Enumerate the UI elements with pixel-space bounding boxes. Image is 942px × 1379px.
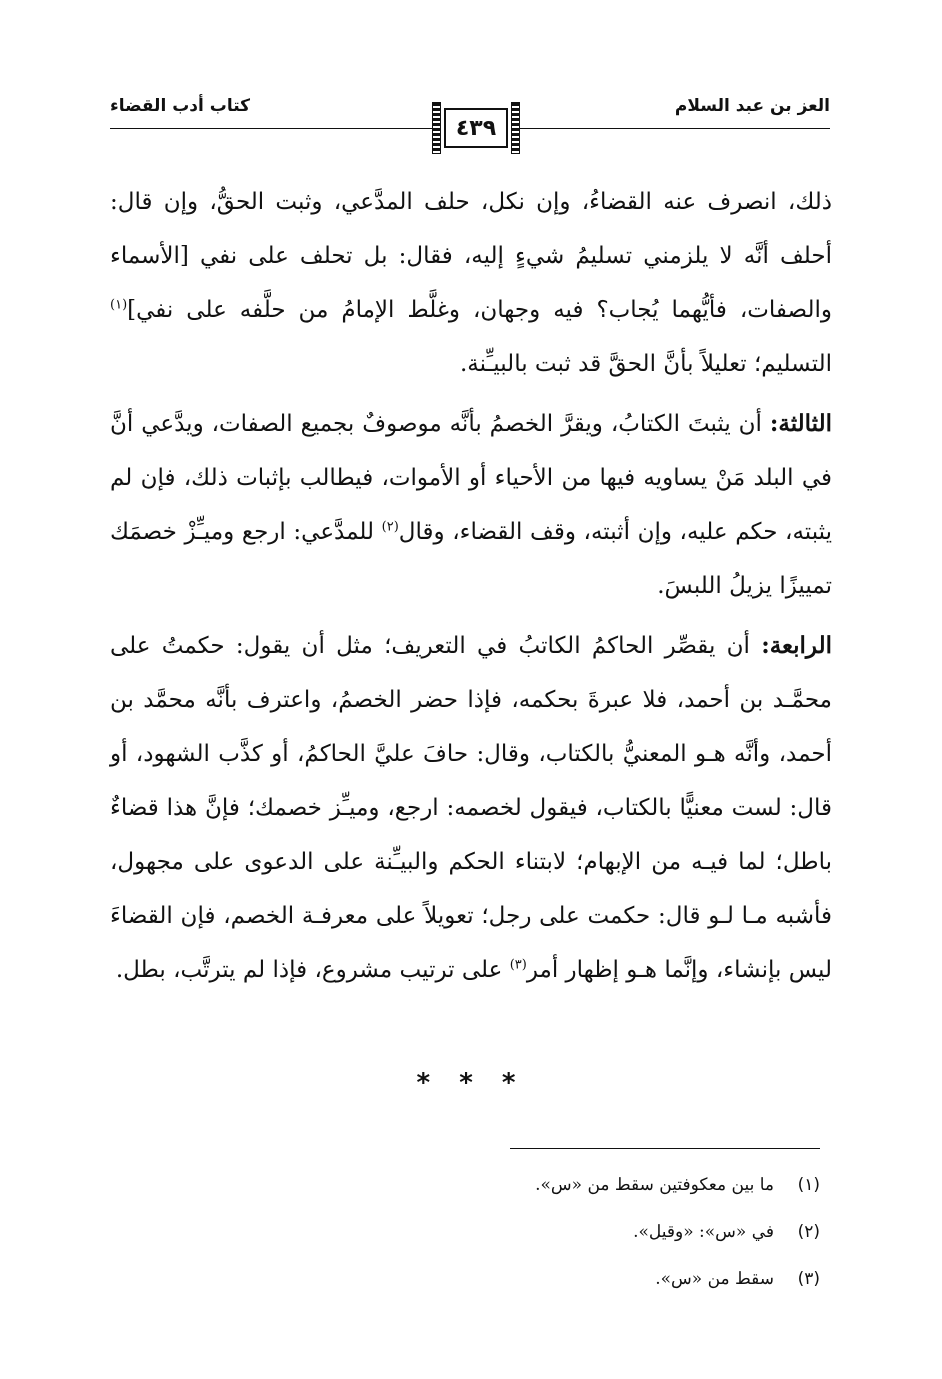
footnote-2	[110, 1209, 820, 1256]
footnote-2-number: (٢)	[797, 1222, 820, 1242]
footnote-rule	[510, 1148, 820, 1149]
footnote-ref-3: (٣)	[509, 957, 527, 973]
header-book-title: كتاب أدب القضاء	[110, 96, 251, 116]
main-text	[110, 175, 832, 1003]
header-author: العز بن عبد السلام	[674, 96, 830, 116]
ornament-bar-left	[432, 102, 441, 154]
page-number-box	[444, 108, 508, 148]
footnote-ref-1: (١)	[110, 297, 128, 313]
footnote-ref-2: (٢)	[381, 519, 399, 535]
footnote-1-text: ما بين معكوفتين سقط من «س».	[535, 1175, 774, 1195]
footnote-1	[110, 1162, 820, 1209]
paragraph-2-text-a: أن يثبتَ الكتابُ، ويقرَّ الخصمُ بأنَّه موصوفٌ بجميع الصفات، ويدَّعي أنَّ في البلد مَنْ يساويه فيها من الأحياء أو الأموات، فيطالب بإثبات ذلك، فإن لم يثبته، حكم عليه، وإن أثبته، وقف القضاء، وقال	[110, 411, 832, 545]
running-header	[110, 88, 830, 162]
footnote-3-number: (٣)	[797, 1269, 820, 1289]
paragraph-3-text-b: على ترتيب مشروع، فإذا لم يترتَّب، بطل.	[115, 957, 510, 983]
paragraph-2	[110, 397, 832, 613]
paragraph-3-lead: الرابعة:	[761, 632, 832, 659]
footnotes	[110, 1162, 820, 1303]
footnote-1-number: (١)	[797, 1175, 820, 1195]
section-separator-stars: * * *	[416, 1068, 526, 1098]
paragraph-1	[110, 175, 832, 391]
footnote-3-text: سقط من «س».	[655, 1269, 774, 1289]
page-number: ٤٣٩	[455, 115, 497, 141]
page-number-ornament	[432, 102, 520, 154]
footnote-2-text: في «س»: «وقيل».	[633, 1222, 774, 1242]
paragraph-1-text-a: ذلك، انصرف عنه القضاءُ، وإن نكل، حلف المدَّعي، وثبت الحقُّ، وإن قال: أحلف أنَّه لا يلزمني تسليمُ شيءٍ إليه، فقال: بل تحلف على نفي [الأسماء والصفات، فأيُّهما يُجاب؟ فيه وجهان، وغلَّط الإمامُ من حلَّفه على نفي]	[110, 189, 832, 323]
paragraph-2-lead: الثالثة:	[769, 410, 832, 437]
footnote-3	[110, 1256, 820, 1303]
paragraph-2-text-b: للمدَّعي: ارجع وميـِّزْ خصمَك تمييزًا يزيلُ اللبسَ.	[110, 519, 832, 599]
paragraph-3	[110, 619, 832, 997]
paragraph-3-text-a: أن يقصِّر الحاكمُ الكاتبُ في التعريف؛ مثل أن يقول: حكمتُ على محمَّـد بن أحمد، فلا عبرةَ بحكمه، فإذا حضر الخصمُ، واعترف بأنَّه محمَّد بن أحمد، وأنَّه هـو المعنيُّ بالكتاب، وقال: حافَ عليَّ الحاكمُ، أو كذَّب الشهود، أو قال: لست معنيًّا بالكتاب، فيقول لخصمه: ارجع، وميـِّز خصمك؛ فإنَّ هذا قضاءٌ باطل؛ لما فيـه من الإبهام؛ لابتناء الحكم والبيـِّنة على الدعوى على مجهول، فأشبه مـا لـو قال: حكمت على رجل؛ تعويلاً على معرفـة الخصم، فإن القضاءَ ليس بإنشاء، وإنَّما هـو إظهار أمر	[110, 633, 832, 983]
paragraph-1-text-b: التسليم؛ تعليلاً بأنَّ الحقَّ قد ثبت بالبيـِّنة.	[459, 351, 832, 377]
ornament-bar-right	[511, 102, 520, 154]
